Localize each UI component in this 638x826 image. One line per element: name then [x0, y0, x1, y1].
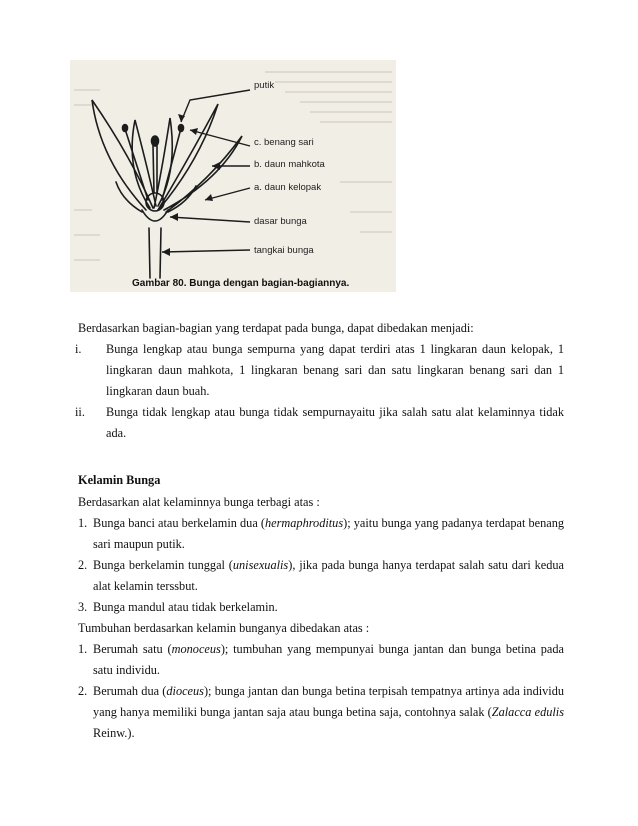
tumbuhan-list [78, 639, 564, 744]
intro-paragraph: Berdasarkan bagian-bagian yang terdapat pada bunga, dapat dibedakan menjadi: [78, 321, 474, 335]
list-item [78, 555, 564, 597]
scientific-term: unisexualis [232, 558, 289, 572]
label-benang-sari: c. benang sari [254, 137, 314, 148]
pointer-arrows [162, 90, 250, 252]
list-item [78, 639, 564, 681]
sepal-left [116, 182, 142, 212]
section-heading: Kelamin Bunga [78, 473, 161, 487]
body-text [75, 318, 564, 444]
scientific-name: Zalacca edulis [491, 705, 564, 719]
scientific-term: monoceus [171, 642, 221, 656]
list-text: ); bunga jantan dan bunga betina terpisah tempatnya artinya ada individu yang hanya memiliki bunga jantan saja atau bunga betina saja, contohnya salak ( [93, 684, 564, 719]
style [153, 146, 157, 193]
list-item [78, 513, 564, 555]
scientific-term: dioceus [166, 684, 204, 698]
list-number: 1. [78, 516, 88, 530]
label-daun-kelopak: a. daun kelopak [254, 182, 322, 193]
list-number: 3. [78, 600, 88, 614]
list-text: ), jika pada bunga hanya terdapat salah satu dari kedua alat kelamin terssbut. [93, 558, 564, 593]
list-number: i. [75, 342, 82, 356]
list-item [78, 597, 564, 618]
list-text: Reinw.). [93, 726, 135, 740]
list-text: ); yaitu bunga yang padanya terdapat benang sari maupun putik. [93, 516, 564, 551]
list-item [78, 681, 564, 744]
list-text: Berumah dua ( [93, 684, 167, 698]
list-number: ii. [75, 405, 85, 419]
anther-right [179, 125, 184, 132]
figure-caption: Gambar 80. Bunga dengan bagian-bagiannya. [132, 278, 350, 289]
flower-diagram [70, 60, 396, 292]
list-text: Bunga banci atau berkelamin dua ( [93, 516, 265, 530]
anther-left [123, 125, 128, 132]
list-number: 2. [78, 684, 88, 698]
label-putik: putik [254, 80, 275, 91]
label-daun-mahkota: b. daun mahkota [254, 159, 325, 170]
list-text: Bunga berkelamin tunggal ( [93, 558, 233, 572]
tumbuhan-intro: Tumbuhan berdasarkan kelamin bunganya dibedakan atas : [78, 621, 370, 635]
list-text: Berumah satu ( [93, 642, 172, 656]
list-item [75, 339, 564, 402]
flower-stalk [149, 228, 161, 278]
stigma [152, 136, 159, 146]
kelamin-intro: Berdasarkan alat kelaminnya bunga terbagi atas : [78, 495, 320, 509]
list-number: 1. [78, 642, 88, 656]
flower-figure [70, 60, 396, 292]
kelamin-list [78, 513, 564, 618]
list-text: Bunga mandul atau tidak berkelamin. [93, 600, 278, 614]
list-number: 2. [78, 558, 88, 572]
flower-types-list [75, 339, 564, 444]
label-dasar-bunga: dasar bunga [254, 216, 307, 227]
list-text: Bunga tidak lengkap atau bunga tidak sempurnayaitu jika salah satu alat kelaminnya tidak ada. [106, 405, 564, 440]
kelamin-body [78, 492, 564, 744]
list-text: ); tumbuhan yang mempunyai bunga jantan dan bunga betina pada satu individu. [93, 642, 564, 677]
list-item [75, 402, 564, 444]
scientific-term: hermaphroditus [265, 516, 344, 530]
label-tangkai-bunga: tangkai bunga [254, 245, 314, 256]
kelamin-section [78, 470, 564, 491]
list-text: Bunga lengkap atau bunga sempurna yang dapat terdiri atas 1 lingkaran daun kelopak, 1 lingkaran daun mahkota, 1 lingkaran benang sari dan satu lingkaran benang sari dan 1 lingkaran daun buah. [106, 342, 564, 398]
